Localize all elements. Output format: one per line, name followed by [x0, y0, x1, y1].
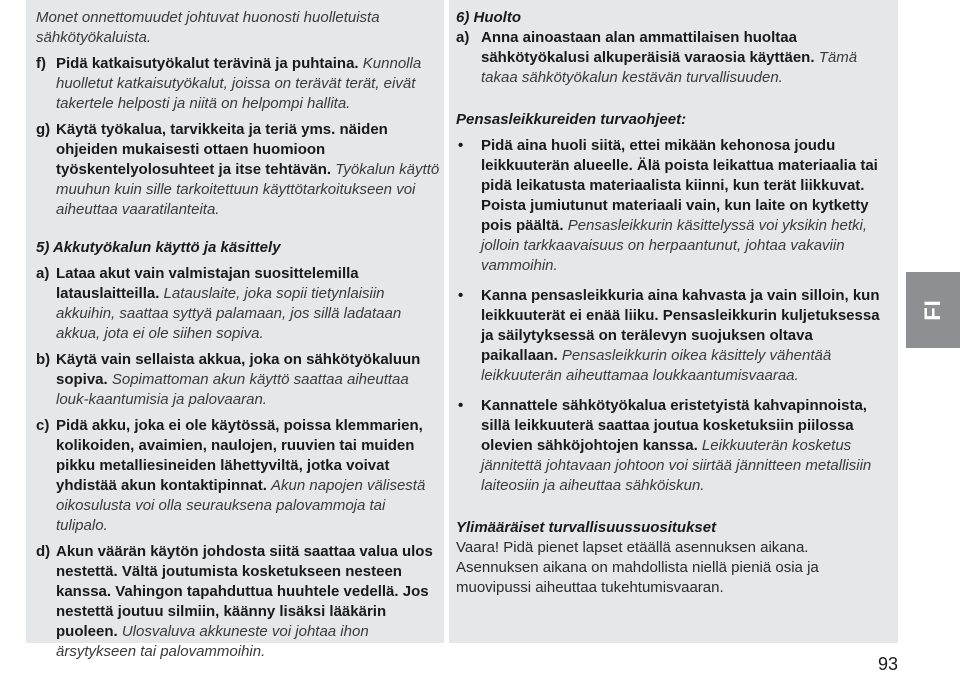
instruction-explanation: Sopimattoman akun käyttö saattaa aiheuttaa louk-kaantumisia ja palovaaran.	[56, 371, 409, 408]
safety-bullet-3	[456, 396, 886, 496]
instruction-6a	[456, 28, 886, 88]
additional-safety-heading: Ylimääräiset turvallisuussuositukset	[456, 519, 717, 536]
safety-bullet-2	[456, 286, 886, 386]
page-number: 93	[878, 654, 899, 673]
instruction-bold: Käytä vain sellaista akkua, joka on sähkötyökaluun sopiva.	[56, 351, 421, 388]
additional-safety-text: Vaara! Pidä pienet lapset etäällä asennuksen aikana. Asennuksen aikana on mahdollista niellä pieniä osia ja muovipussi aiheuttaa tukehtumisvaaran.	[456, 539, 819, 596]
section-heading-6: 6) Huolto	[456, 9, 521, 26]
instruction-marker: a)	[456, 29, 470, 46]
bullet-bold: Pidä aina huoli siitä, ettei mikään kehonosa joudu leikkuuterän alueelle. Älä poista leikattua materiaalia tai pidä leikatusta materiaalista kiinni, kun terät liikkuvat. Poista jumiutunut materiaali vain, kun laite on kytketty pois päältä.	[481, 137, 878, 234]
instruction-explanation: Akun napojen välisestä oikosulusta voi olla seurauksena palovammoja tai tulipalo.	[56, 477, 426, 534]
instruction-marker: a)	[36, 265, 50, 282]
instruction-5d	[36, 542, 440, 662]
bullet-icon: •	[458, 287, 464, 304]
instruction-marker: b)	[36, 351, 51, 368]
instruction-explanation: Latauslaite, joka sopii tietynlaisiin akkuihin, saattaa syttyä palamaan, jos sillä ladataan akkua, jota ei ole siihen sopiva.	[56, 285, 402, 342]
instruction-f	[36, 54, 440, 114]
instruction-bold: Pidä akku, joka ei ole käytössä, poissa klemmarien, kolikoiden, avaimien, naulojen, ruuvien tai muiden pikku metalliesineiden lähettyviltä, jotka voivat yhdistää akun kontaktipinnat.	[56, 417, 423, 494]
left-column	[36, 8, 440, 662]
instruction-5c	[36, 416, 440, 536]
right-column	[456, 8, 886, 598]
instruction-explanation: Kunnolla huolletut katkaisutyökalut, joissa on terävät terät, eivät takertele helposti ja niitä on helpompi hallita.	[56, 55, 422, 112]
instruction-bold: Pidä katkaisutyökalut terävinä ja puhtaina.	[56, 55, 359, 72]
bullet-explanation: Pensasleikkurin oikea käsittely vähentää leikkuuterän aiheuttamaa loukkaantumisvaaraa.	[481, 347, 832, 384]
instruction-marker: f)	[36, 55, 46, 72]
instruction-5b	[36, 350, 440, 410]
instruction-explanation: Tämä takaa sähkötyökalun kestävän turvallisuuden.	[481, 49, 858, 86]
instruction-bold: Anna ainoastaan alan ammattilaisen huoltaa sähkötyökalusi alkuperäisiä varaosia käyttäen.	[481, 29, 815, 66]
safety-bullet-1	[456, 136, 886, 276]
language-tab	[906, 272, 960, 348]
section-heading-5: 5) Akkutyökalun käyttö ja käsittely	[36, 239, 281, 256]
hedge-trimmer-heading: Pensasleikkureiden turvaohjeet:	[456, 111, 687, 128]
instruction-g	[36, 120, 440, 220]
instruction-explanation: Työkalun käyttö muuhun kuin sille tarkoitettuun käyttötarkoitukseen voi aiheuttaa vaaratilanteita.	[56, 161, 440, 218]
bullet-icon: •	[458, 397, 464, 414]
bullet-icon: •	[458, 137, 464, 154]
instruction-marker: g)	[36, 121, 51, 138]
language-tab-label: FI	[920, 299, 945, 321]
intro-text: Monet onnettomuudet johtuvat huonosti huolletuista sähkötyökaluista.	[36, 9, 380, 46]
bullet-explanation: Pensasleikkurin käsittelyssä voi yksikin hetki, jolloin tarkkaavaisuus on herpaantunut, johtaa vakaviin vammoihin.	[481, 217, 867, 274]
instruction-marker: d)	[36, 543, 51, 560]
instruction-bold: Lataa akut vain valmistajan suosittelemilla latauslaitteilla.	[56, 265, 359, 302]
instruction-bold: Akun väärän käytön johdosta siitä saattaa valua ulos nestettä. Vältä joutumista kosketukseen nesteen kanssa. Vahingon tapahduttua huuhtele vedellä. Jos nestettä joutuu silmiin, käänny lisäksi lääkärin puoleen.	[56, 543, 433, 640]
bullet-bold: Kanna pensasleikkuria aina kahvasta ja vain silloin, kun leikkuuterät ei enää liiku. Pensasleikkurin kuljetuksessa ja säilytyksessä on terälevyn suojuksen oltava paikallaan.	[481, 287, 880, 364]
instruction-marker: c)	[36, 417, 50, 434]
instruction-bold: Käytä työkalua, tarvikkeita ja teriä yms. näiden ohjeiden mukaisesti ottaen huomioon työskentelyolosuhteet ja itse tehtävän.	[56, 121, 388, 178]
instruction-explanation: Ulosvaluva akkuneste voi johtaa ihon ärsytykseen tai palovammoihin.	[56, 623, 369, 660]
instruction-5a	[36, 264, 440, 344]
bullet-explanation: Leikkuuterän kosketus jännitettä johtavaan johtoon voi siirtää jännitteen metallisiin laiteosiin ja aiheuttaa sähköiskun.	[481, 437, 872, 494]
bullet-bold: Kannattele sähkötyökalua eristetyistä kahvapinnoista, sillä leikkuuterä saattaa joutua kosketuksiin piilossa olevien sähköjohtojen kanssa.	[481, 397, 867, 454]
